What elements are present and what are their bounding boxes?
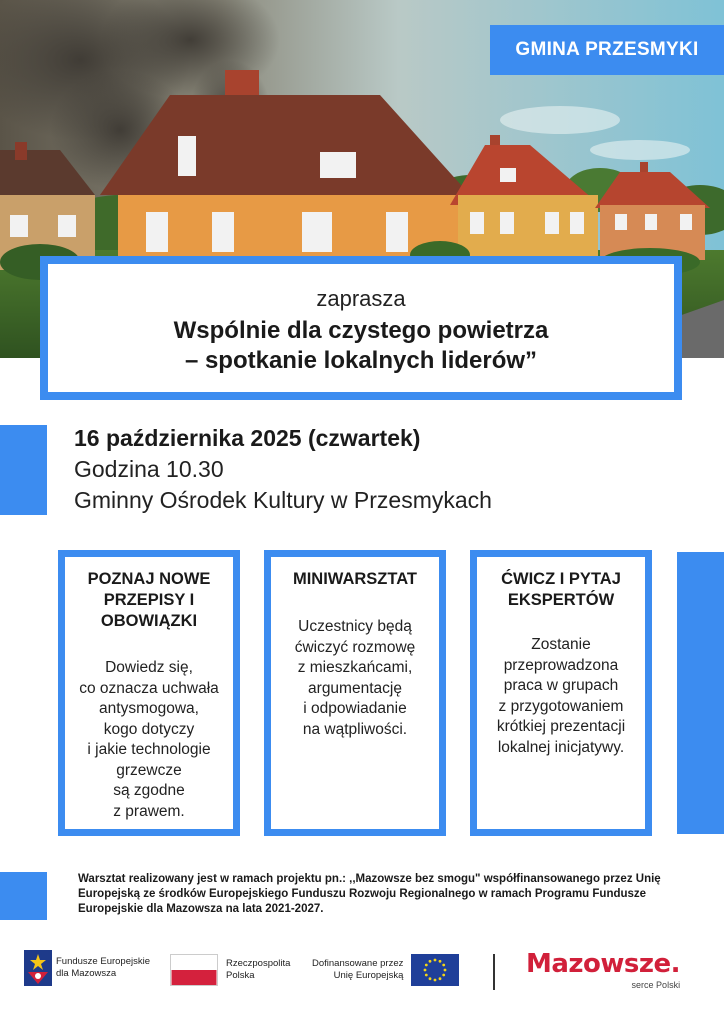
card-ask-experts: [470, 550, 652, 836]
eu-logo-line-2: Unię Europejską: [333, 970, 404, 981]
card-body: Uczestnicy będą ćwiczyć rozmowę z mieszkańcami, argumentację i odpowiadanie na wątpliwości.: [294, 618, 416, 738]
logo-divider: [493, 954, 495, 990]
event-time: Godzina 10.30: [74, 456, 224, 482]
accent-bar-left-top: [0, 425, 47, 515]
accent-bar-right: [677, 552, 724, 834]
card-body: Dowiedz się, co oznacza uchwała antysmogowa, kogo dotyczy i jakie technologie grzewcze są zgodne z prawem.: [79, 659, 219, 820]
event-place: Gminny Ośrodek Kultury w Przesmykach: [74, 487, 492, 513]
mazowsze-wordmark: Mazowsze.: [526, 949, 681, 979]
card-new-regulations: [58, 550, 240, 836]
fe-star-icon: [24, 950, 52, 986]
invite-text: zaprasza: [316, 285, 406, 311]
card-title: MINIWARSZTAT: [292, 570, 418, 588]
card-title: POZNAJ NOWE PRZEPISY I OBOWIĄZKI: [87, 570, 211, 630]
fundusze-europejskie-logo: [24, 950, 150, 986]
accent-bar-left-bottom: [0, 872, 47, 920]
fe-logo-line-2: dla Mazowsza: [56, 968, 117, 979]
event-title-line-2: – spotkanie lokalnych liderów”: [184, 347, 538, 374]
rzeczpospolita-polska-logo: [170, 954, 290, 986]
card-miniworkshop: [264, 550, 446, 836]
mazowsze-logo: [526, 950, 680, 990]
card-title: ĆWICZ I PYTAJ EKSPERTÓW: [501, 570, 621, 609]
gmina-badge: GMINA PRZESMYKI: [490, 25, 724, 75]
fe-logo-line-1: Fundusze Europejskie: [56, 956, 150, 967]
mazowsze-tagline: serce Polski: [631, 980, 681, 990]
event-date: 16 października 2025 (czwartek): [74, 425, 421, 451]
event-title-line-1: Wspólnie dla czystego powietrza: [173, 316, 549, 344]
title-box: [40, 256, 682, 400]
pl-logo-line-2: Polska: [226, 970, 255, 981]
card-body: Zostanie przeprowadzona praca w grupach z przygotowaniem krótkiej prezentacji lokalnej inicjatywy.: [496, 636, 626, 756]
eu-logo-line-1: Dofinansowane przez: [312, 958, 404, 969]
pl-logo-line-1: Rzeczpospolita: [226, 958, 291, 969]
eu-flag-icon: [411, 954, 459, 986]
eu-cofunded-logo: [312, 954, 459, 986]
event-details: [74, 422, 492, 516]
logo-strip: [0, 944, 724, 1004]
polish-flag-icon: [170, 954, 218, 986]
project-funding-note: Warsztat realizowany jest w ramach projektu pn.: ,,Mazowsze bez smogu" współfinansowanego przez Unię Europejską ze środków Europejskiego Funduszu Rozwoju Regionalnego w ramach Programu Fundusze Europejskie dla Mazowsza na lata 2021-2027.: [78, 873, 661, 915]
